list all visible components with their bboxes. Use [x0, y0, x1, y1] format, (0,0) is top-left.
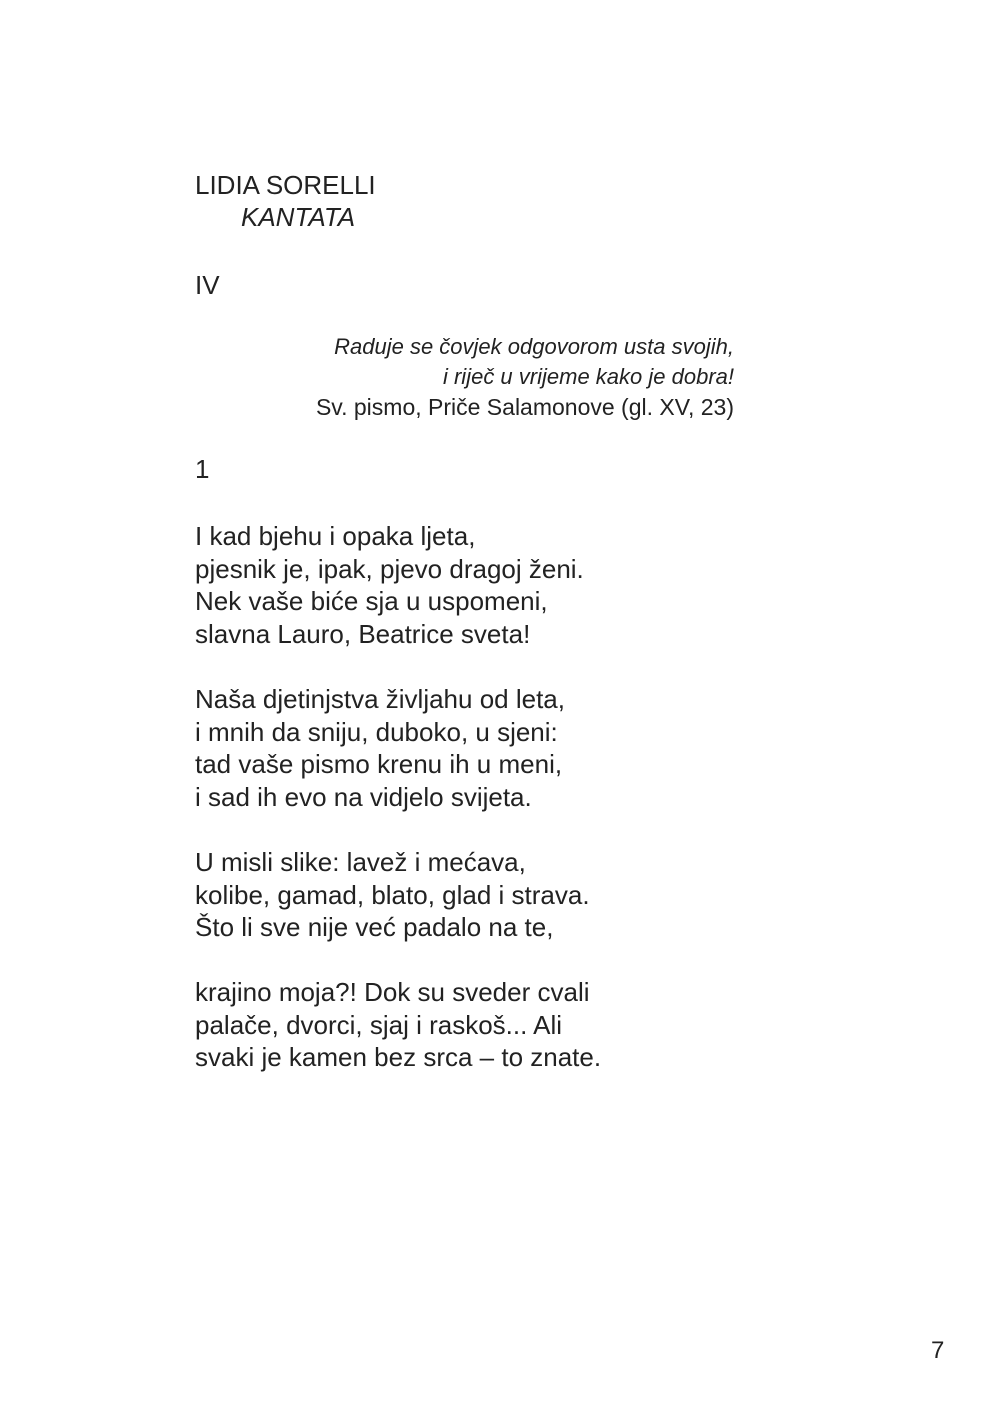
epigraph-line: Raduje se čovjek odgovorom usta svojih, [334, 334, 734, 359]
verse-line: U misli slike: lavež i mećava, [195, 847, 526, 877]
verse-line: pjesnik je, ipak, pjevo dragoj ženi. [195, 553, 584, 584]
verse-line: tad vaše pismo krenu ih u meni, [195, 749, 563, 779]
verse-line: krajino moja?! Dok su sveder cvali [195, 977, 590, 1007]
work-title: KANTATA [241, 202, 356, 232]
part-number: IV [195, 270, 220, 300]
stanza [195, 846, 590, 944]
verse-line: kolibe, gamad, blato, glad i strava. [195, 879, 590, 910]
epigraph-line: i riječ u vrijeme kako je dobra! [442, 364, 734, 389]
verse-line: I kad bjehu i opaka ljeta, [195, 521, 476, 551]
verse-line: svaki je kamen bez srca – to znate. [195, 1042, 602, 1072]
stanza [195, 520, 584, 650]
stanza [195, 976, 601, 1074]
page-number: 7 [931, 1337, 945, 1364]
verse-line: palače, dvorci, sjaj i raskoš... Ali [195, 1009, 563, 1040]
verse-line: Što li sve nije već padalo na te, [195, 912, 554, 942]
verse-line: i mnih da sniju, duboko, u sjeni: [195, 716, 558, 747]
verse-line: Nek vaše biće sja u uspomeni, [195, 586, 548, 616]
section-number: 1 [195, 454, 210, 484]
epigraph [316, 332, 734, 422]
verse-line: slavna Lauro, Beatrice sveta! [195, 618, 531, 649]
verse-line: i sad ih evo na vidjelo svijeta. [195, 781, 532, 812]
verse-line: Naša djetinjstva življahu od leta, [195, 684, 565, 714]
epigraph-source: Sv. pismo, Priče Salamonove (gl. XV, 23) [315, 394, 734, 420]
stanza [195, 683, 565, 813]
author-name: LIDIA SORELLI [195, 170, 376, 200]
